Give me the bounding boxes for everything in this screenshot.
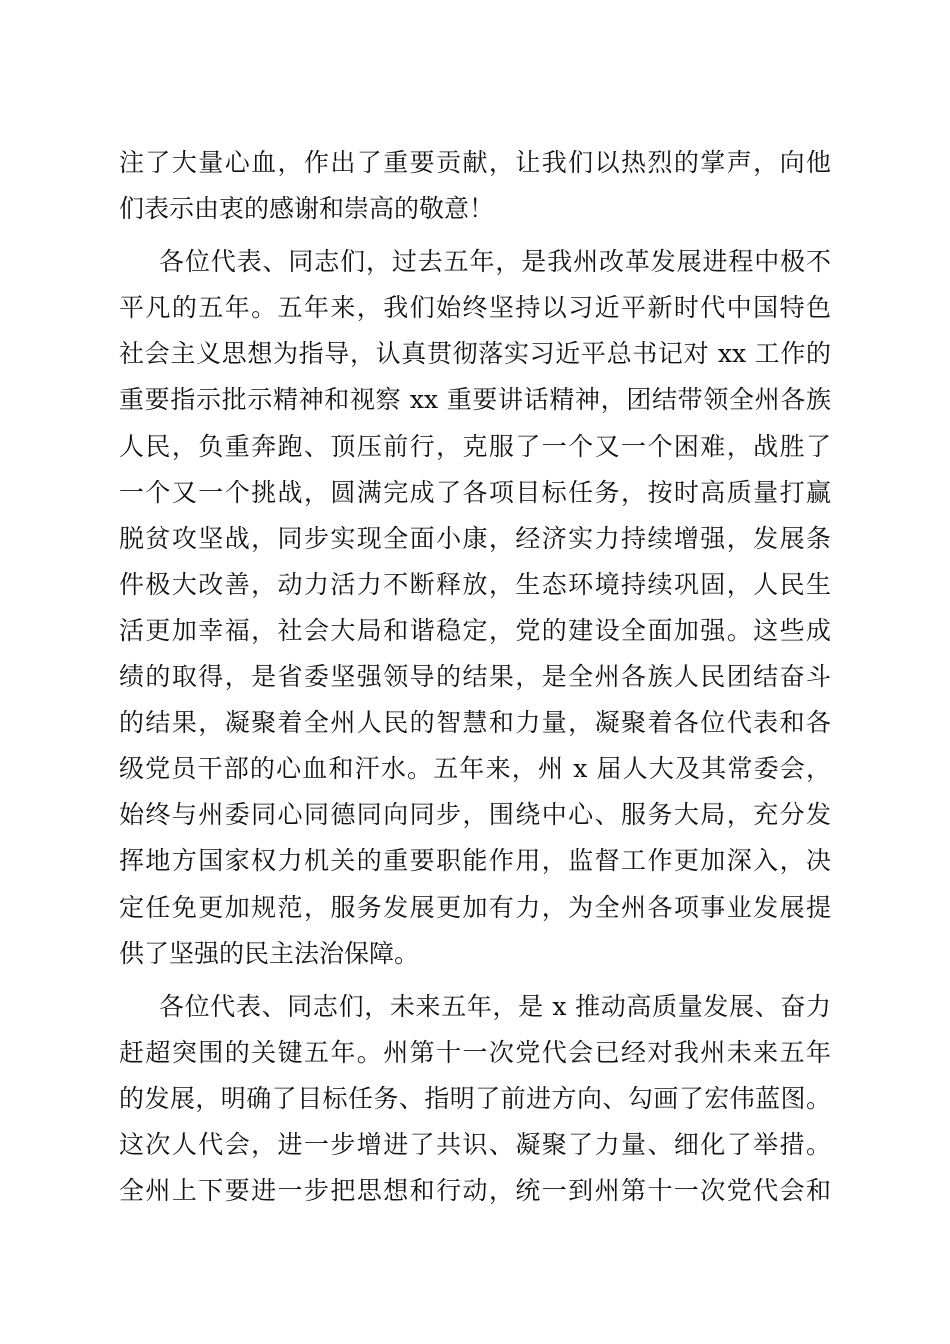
text-line: 重要指示批示精神和视察 xx 重要讲话精神，团结带领全州各族 [119,385,831,415]
text-line: 定任免更加规范，服务发展更加有力，为全州各项事业发展提 [119,892,831,922]
text-line: 供了坚强的民主法治保障。 [119,938,420,968]
text-line: 注了大量心血，作出了重要贡献，让我们以热烈的掌声，向他 [119,148,831,177]
text-line: 平凡的五年。五年来，我们始终坚持以习近平新时代中国特色 [119,293,831,323]
text-line: 活更加幸福，社会大局和谐稳定，党的建设全面加强。这些成 [119,615,831,645]
text-line: 级党员干部的心血和汗水。五年来，州 x 届人大及其常委会， [119,754,831,784]
text-line: 各位代表、同志们，未来五年，是 x 推动高质量发展、奋力 [159,991,831,1021]
text-line: 脱贫攻坚战，同步实现全面小康，经济实力持续增强，发展条 [119,523,831,553]
text-line: 赶超突围的关键五年。州第十一次党代会已经对我州未来五年 [119,1037,831,1067]
document-body [119,140,831,1214]
text-line: 的结果，凝聚着全州人民的智慧和力量，凝聚着各位代表和各 [119,708,831,738]
text-line: 的发展，明确了目标任务、指明了前进方向、勾画了宏伟蓝图。 [119,1083,831,1113]
paragraph [119,140,831,232]
paragraph-gap [119,977,831,984]
text-line: 社会主义思想为指导，认真贯彻落实习近平总书记对 xx 工作的 [119,339,831,369]
paragraph [119,984,831,1214]
text-line: 这次人代会，进一步增进了共识、凝聚了力量、细化了举措。 [119,1129,831,1159]
paragraph [119,239,831,977]
text-line: 们表示由衷的感谢和崇高的敬意！ [119,194,495,224]
text-line: 绩的取得，是省委坚强领导的结果，是全州各族人民团结奋斗 [119,662,831,692]
text-line: 全州上下要进一步把思想和行动，统一到州第十一次党代会和 [119,1176,831,1206]
text-line: 一个又一个挑战，圆满完成了各项目标任务，按时高质量打赢 [119,477,831,507]
text-line: 人民，负重奔跑、顶压前行，克服了一个又一个困难，战胜了 [119,431,831,461]
text-line: 挥地方国家权力机关的重要职能作用，监督工作更加深入，决 [119,846,831,876]
text-line: 始终与州委同心同德同向同步，围绕中心、服务大局，充分发 [119,800,831,830]
text-line: 各位代表、同志们，过去五年，是我州改革发展进程中极不 [159,247,831,277]
text-line: 件极大改善，动力活力不断释放，生态环境持续巩固，人民生 [119,569,831,599]
paragraph-gap [119,232,831,239]
